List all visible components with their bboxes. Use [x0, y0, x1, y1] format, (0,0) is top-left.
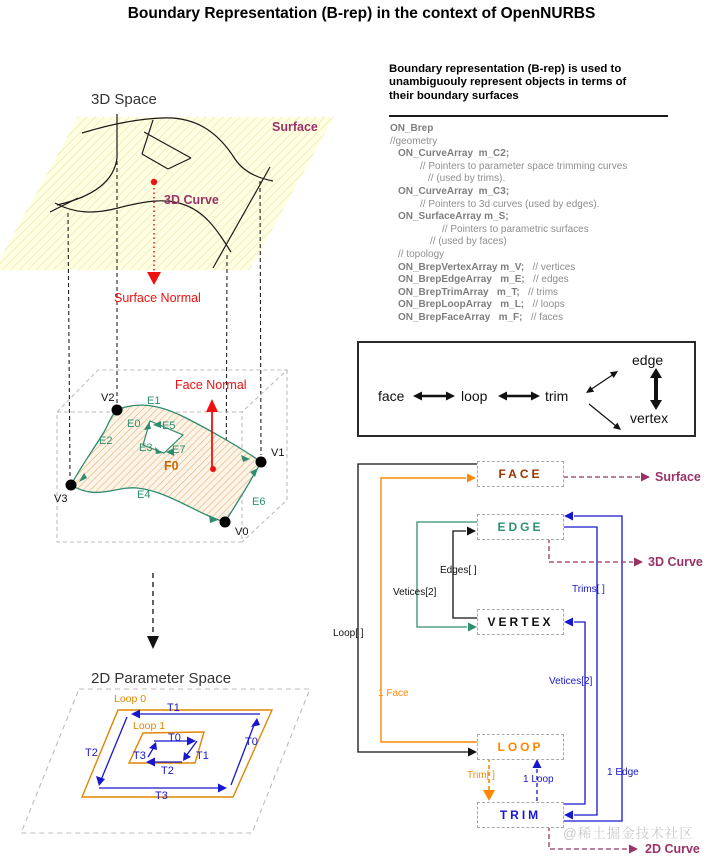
trim-array-label: Trim[ ]: [467, 770, 495, 781]
page-title: Boundary Representation (B-rep) in the context of OpenNURBS: [127, 5, 596, 22]
inner-t0-label: T0: [168, 732, 181, 744]
outer-t3-label: T3: [155, 790, 168, 802]
face-f0-label: F0: [164, 459, 179, 473]
code-line: ON_BrepLoopArray m_L; // loops: [398, 299, 565, 311]
code-line: ON_CurveArray m_C3;: [398, 185, 510, 197]
graph-curve3d-label: 3D Curve: [648, 555, 703, 569]
space3d-heading: 3D Space: [91, 91, 157, 108]
param-space-shapes: [21, 689, 310, 833]
code-line: // (used by trims).: [428, 173, 506, 185]
graph-curve2d-label: 2D Curve: [645, 842, 700, 856]
surface-label: Surface: [272, 120, 318, 134]
code-listing: [390, 123, 722, 325]
intro-line-2: unambiguouly represent objects in terms of: [389, 76, 627, 89]
code-line: ON_CurveArray m_C2;: [398, 148, 510, 160]
code-line: // Pointers to 3d curves (used by edges).: [420, 198, 600, 210]
outer-t0-label: T0: [245, 736, 258, 748]
code-line: ON_BrepTrimArray m_T; // trims: [398, 286, 559, 298]
code-line: // topology: [398, 248, 445, 260]
vertex-v3-label: V3: [54, 493, 68, 505]
code-line: ON_BrepVertexArray m_V; // vertices: [398, 261, 576, 273]
graph-node-face: FACE: [477, 461, 564, 487]
vertices2-left-label: Vetices[2]: [393, 587, 437, 598]
code-line: //geometry: [390, 135, 438, 147]
code-line: ON_Brep: [390, 123, 434, 134]
one-edge-label: 1 Edge: [607, 767, 639, 778]
vertex-v2-label: V2: [101, 392, 115, 404]
relation-trim: trim: [545, 388, 569, 404]
loop1-label: Loop 1: [133, 720, 166, 732]
one-face-label: 1 Face: [378, 688, 409, 699]
edge-e5-label: E5: [162, 420, 176, 432]
graph-surface-label: Surface: [655, 470, 701, 484]
graph-node-trim: TRIM: [477, 802, 564, 828]
graph-node-vertex: VERTEX: [477, 609, 564, 635]
graph-node-loop: LOOP: [477, 734, 564, 760]
curve3d-label: 3D Curve: [164, 193, 219, 207]
code-line: ON_BrepFaceArray m_F; // faces: [398, 311, 564, 323]
param2d-heading: 2D Parameter Space: [91, 670, 232, 687]
edge-e2-label: E2: [99, 435, 113, 447]
relation-loop: loop: [461, 388, 488, 404]
inner-t1-label: T1: [196, 750, 209, 762]
vertices2-right-label: Vetices[2]: [549, 676, 593, 687]
code-line: ON_SurfaceArray m_S;: [398, 211, 509, 223]
outer-t1-label: T1: [167, 702, 180, 714]
code-line: // (used by faces): [430, 236, 507, 248]
relation-face: face: [378, 388, 405, 404]
vertex-v0-label: V0: [235, 526, 249, 538]
map-down-arrow: [147, 573, 159, 649]
loop0-label: Loop 0: [114, 693, 147, 705]
relation-edge: edge: [632, 352, 664, 368]
trims-array-label: Trims[ ]: [572, 584, 605, 595]
edge-e0-label: E0: [127, 418, 141, 430]
code-line: // Pointers to parametric surfaces: [442, 223, 589, 235]
edges-array-label: Edges[ ]: [440, 565, 477, 576]
code-line: ON_BrepEdgeArray m_E; // edges: [398, 274, 569, 286]
surface-normal-label: Surface Normal: [114, 291, 201, 305]
loop-array-label: Loop[ ]: [333, 628, 364, 639]
graph-node-edge: EDGE: [477, 514, 564, 540]
relation-vertex: vertex: [630, 410, 669, 426]
intro-line-3: their boundary surfaces: [389, 89, 519, 102]
inner-t3-label: T3: [133, 750, 146, 762]
inner-t2-label: T2: [161, 765, 174, 777]
edge-e4-label: E4: [137, 489, 151, 501]
intro-text: [389, 63, 673, 103]
face-normal-label: Face Normal: [175, 378, 247, 392]
one-loop-label: 1 Loop: [523, 774, 554, 785]
edge-e6-label: E6: [252, 496, 266, 508]
intro-divider: [389, 115, 668, 117]
edge-e1-label: E1: [147, 395, 161, 407]
outer-t2-label: T2: [85, 747, 98, 759]
trim-direction-arrows: [99, 714, 260, 788]
watermark: @稀土掘金技术社区: [563, 826, 694, 841]
code-line: // Pointers to parameter space trimming curves: [420, 160, 628, 172]
edge-e7-label: E7: [172, 444, 186, 456]
intro-line-1: Boundary representation (B-rep) is used to: [389, 63, 622, 75]
edge-e3-label: E3: [139, 442, 153, 454]
vertex-v1-label: V1: [271, 447, 285, 459]
